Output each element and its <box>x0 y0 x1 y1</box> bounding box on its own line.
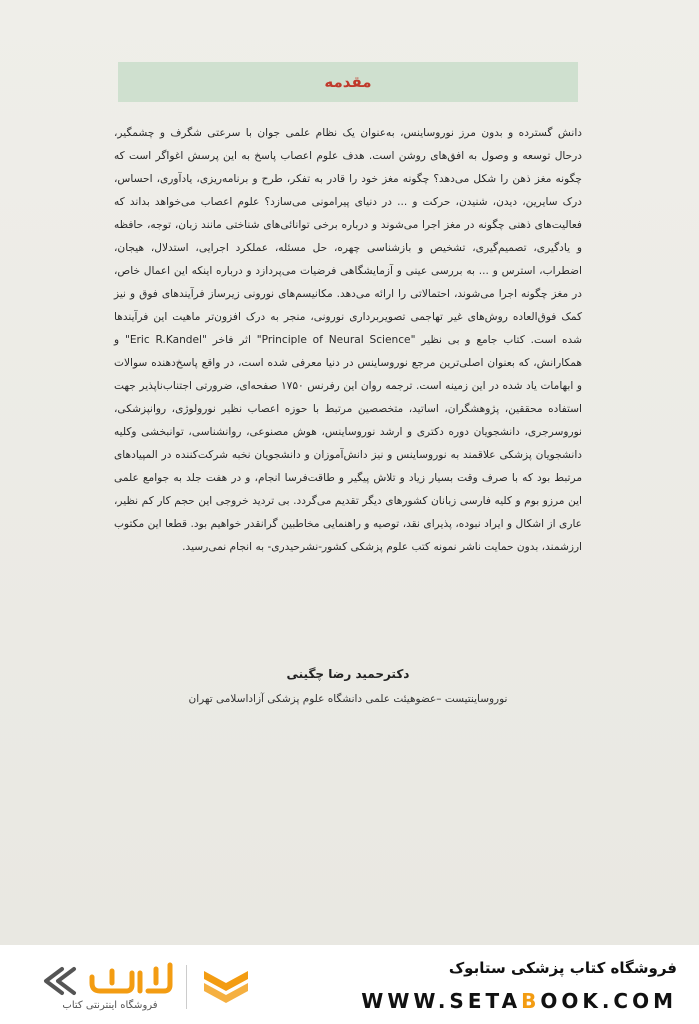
store-name: فروشگاه کتاب پزشکی ستابوک <box>448 959 677 977</box>
logo-divider <box>186 965 187 1009</box>
url-highlight: B <box>521 989 541 1013</box>
author-affiliation: نوروساینتیست –عضوهیئت علمی دانشگاه علوم پزشکی آزاداسلامی تهران <box>188 693 508 705</box>
body-text <box>114 122 582 559</box>
seta-logo-icon <box>200 963 252 1011</box>
url-prefix: WWW.SETA <box>361 989 522 1013</box>
seta-logo-wordmark <box>40 959 180 999</box>
title-band <box>118 62 578 102</box>
page-title: مقدمه <box>324 73 372 91</box>
url-suffix: OOK.COM <box>540 989 677 1013</box>
body-paragraph: دانش گسترده و بدون مرز نوروساینس، به‌عنوان یک نظام علمی جوان با سرعتی شگرف و چشمگیر، درحال توسعه و وصول به افق‌های روشن است. هدف علوم اعصاب پاسخ به این پرسش اغواگر است که چگونه مغز ذهن را شکل می‌دهد؟ چگونه مغز خود را قادر به تفکر، طرح و برنامه‌ریزی، یادآوری، احساس، درک سایرین، دیدن، شنیدن، حرکت و ... در دنیای پیرامونی می‌سازد؟ علوم اعصاب می‌خواهد بداند که فعالیت‌های ذهنی چگونه در مغز اجرا می‌شوند و درباره برخی توانائی‌های شناختی مانند زبان، توجه، حافظه و یادگیری، تصمیم‌گیری، تشخیص و بازشناسی چهره، حل مسئله، عملکرد اجرایی، استدلال، هیجان، اضطراب، استرس و ... به بررسی عینی و آزمایشگاهی فرضیات می‌پردازد و درباره اینکه این اعمال خاص، در مغز چگونه اجرا می‌شوند، احتمالاتی را ارائه می‌دهد. مکانیسم‌های نورونی زیرساز فرآیندهای فوق و نیز کمک فوق‌العاده روش‌های غیر تهاجمی تصویربرداری نورونی، منجر به درک افزون‌تر ماهیت این فرآیندها شده است. کتاب جامع و بی نظیر "Principle of Neural Science" اثر فاخر "Eric R.Kandel" و همکارانش، که بعنوان اصلی‌ترین مرجع نوروساینس در دنیا معرفی شده است، در واقع پاسخ‌دهنده سوالات و ابهامات یاد شده در این زمینه است. ترجمه روان این رفرنس ۱۷۵۰ صفحه‌ای، ضرورتی اجتناب‌ناپذیر جهت استفاده محققین، پژوهشگران، اساتید، متخصصین مرتبط با حوزه اعصاب نظیر نورولوژی، روانپزشکی، نوروسرجری، دانشجویان دوره دکتری و ارشد نوروساینس، هوش مصنوعی، روانشناسی، توانبخشی وکلیه دانشجویان پزشکی علاقمند به نوروساینس و نیز دانش‌آموزان و دانشجویان نخبه شرکت‌کننده در المپیادهای مرتبط بود که با صرف وقت بسیار زیاد و تلاش پیگیر و طاقت‌فرسا انجام، و در هفت جلد به جوامع علمی این مرزو بوم و کلیه فارسی زبانان کشورهای دیگر تقدیم می‌گردد. بی تردید خروجی این حجم کار کم نظیر، عاری از اشکال و ایراد نبوده، پذیرای نقد، توصیه و راهنمایی مخاطبین گرانقدر خواهیم بود. قطعا این مکتوب ارزشمند، بدون حمایت ناشر نمونه کتب علوم پزشکی کشور-نشرحیدری- به انجام نمی‌رسید. <box>114 127 582 553</box>
store-url[interactable] <box>361 989 677 1013</box>
logo-subtitle: فروشگاه اینترنتی کتاب <box>62 1000 158 1011</box>
author-name: دکترحمید رضا چگینی <box>286 667 410 681</box>
store-footer <box>0 945 699 1024</box>
